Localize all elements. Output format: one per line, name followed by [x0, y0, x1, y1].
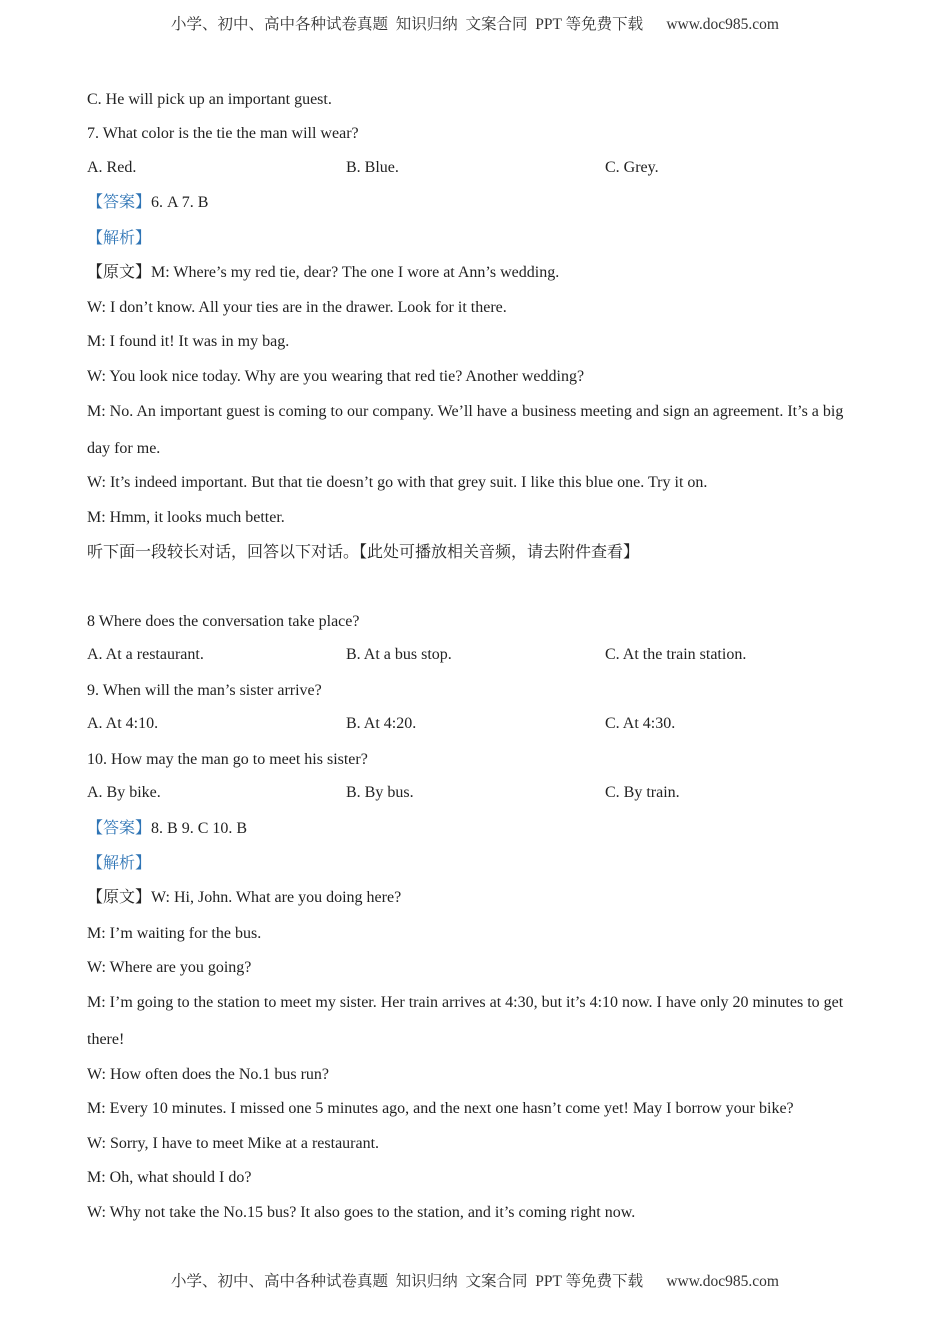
dialogue-line — [87, 888, 401, 908]
dialogue-line: W: You look nice today. Why are you wearing that red tie? Another wedding? — [87, 368, 585, 385]
dialogue-text: W: Hi, John. What are you doing here? — [151, 889, 402, 906]
dialogue-line: W: It’s indeed important. But that tie doesn’t go with that grey suit. I like this blue one. Try it on. — [87, 474, 708, 491]
dialogue-line: there! — [87, 1031, 125, 1048]
q8-question: 8 Where does the conversation take place? — [87, 613, 360, 630]
dialogue-line — [87, 263, 559, 283]
dialogue-line: M: Hmm, it looks much better. — [87, 509, 285, 526]
listening-instruction: 听下面一段较长对话，回答以下对话。【此处可播放相关音频，请去附件查看】 — [87, 544, 640, 561]
dialogue-line: M: No. An important guest is coming to our company. We’ll have a business meeting and sign an agreement. It’s a big — [87, 403, 844, 420]
q8-options — [0, 646, 950, 666]
q10-question: 10. How may the man go to meet his sister? — [87, 751, 368, 768]
q10-option-b: B. By bus. — [346, 784, 414, 801]
q8-option-a: A. At a restaurant. — [87, 646, 204, 663]
dialogue-line: W: I don’t know. All your ties are in the drawer. Look for it there. — [87, 299, 507, 316]
dialogue-line: M: I found it! It was in my bag. — [87, 333, 290, 350]
q7-question: 7. What color is the tie the man will wear? — [87, 125, 359, 142]
analysis-label: 【解析】 — [87, 230, 152, 247]
q7-options — [0, 159, 950, 179]
dialogue-line: W: How often does the No.1 bus run? — [87, 1066, 330, 1083]
q10-option-a: A. By bike. — [87, 784, 161, 801]
answer-line-2 — [87, 819, 247, 839]
dialogue-line: day for me. — [87, 440, 161, 457]
dialogue-line: M: Oh, what should I do? — [87, 1169, 252, 1186]
q6-option-c: C. He will pick up an important guest. — [87, 91, 332, 108]
q9-question: 9. When will the man’s sister arrive? — [87, 682, 322, 699]
original-label: 【原文】 — [87, 264, 152, 281]
q10-option-c: C. By train. — [605, 784, 680, 801]
answer-label: 【答案】 — [87, 194, 152, 211]
dialogue-line: M: Every 10 minutes. I missed one 5 minutes ago, and the next one hasn’t come yet! May I borrow your bike? — [87, 1100, 794, 1117]
original-label: 【原文】 — [87, 889, 152, 906]
dialogue-line: M: I’m going to the station to meet my sister. Her train arrives at 4:30, but it’s 4:10 now. I have only 20 minutes to get — [87, 994, 844, 1011]
q9-options — [0, 715, 950, 735]
q8-option-b: B. At a bus stop. — [346, 646, 452, 663]
page-footer: 小学、初中、高中各种试卷真题 知识归纳 文案合同 PPT 等免费下载 www.doc985.com — [171, 1273, 779, 1290]
answer-line-1 — [87, 193, 208, 213]
q7-option-b: B. Blue. — [346, 159, 399, 176]
answer-label: 【答案】 — [87, 820, 152, 837]
analysis-label: 【解析】 — [87, 855, 152, 872]
dialogue-line: W: Sorry, I have to meet Mike at a restaurant. — [87, 1135, 380, 1152]
q9-option-b: B. At 4:20. — [346, 715, 417, 732]
q7-option-a: A. Red. — [87, 159, 137, 176]
answer-text: 6. A 7. B — [151, 194, 209, 211]
dialogue-text: M: Where’s my red tie, dear? The one I wore at Ann’s wedding. — [151, 264, 560, 281]
q9-option-c: C. At 4:30. — [605, 715, 676, 732]
answer-text: 8. B 9. C 10. B — [151, 820, 248, 837]
q7-option-c: C. Grey. — [605, 159, 659, 176]
dialogue-line: W: Why not take the No.15 bus? It also goes to the station, and it’s coming right now. — [87, 1204, 636, 1221]
q8-option-c: C. At the train station. — [605, 646, 747, 663]
q10-options — [0, 784, 950, 804]
dialogue-line: W: Where are you going? — [87, 959, 252, 976]
page-header: 小学、初中、高中各种试卷真题 知识归纳 文案合同 PPT 等免费下载 www.doc985.com — [171, 16, 779, 33]
dialogue-line: M: I’m waiting for the bus. — [87, 925, 262, 942]
q9-option-a: A. At 4:10. — [87, 715, 159, 732]
